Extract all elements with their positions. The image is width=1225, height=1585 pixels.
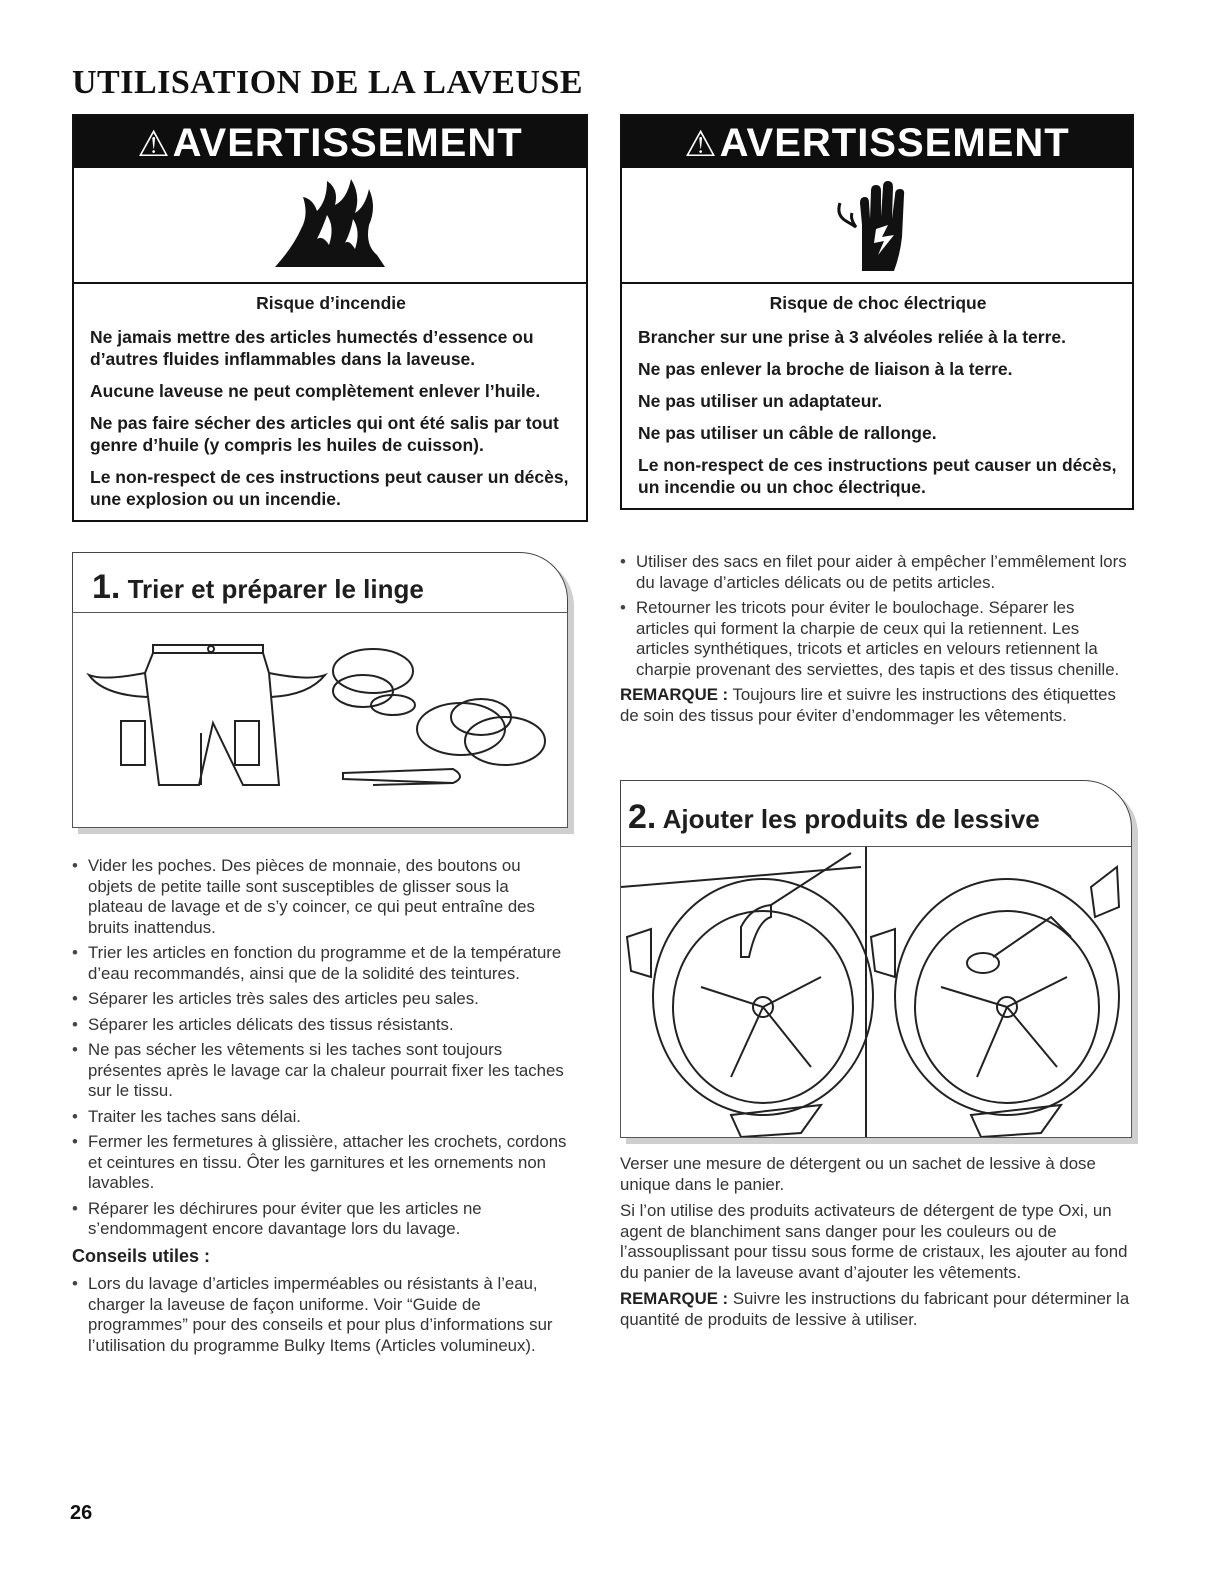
section-2-title: 2. Ajouter les produits de lessive bbox=[628, 798, 1040, 836]
warning-triangle-icon: ⚠ bbox=[137, 123, 171, 164]
section-1-text bbox=[72, 856, 568, 1361]
warning-line: Le non-respect de ces instructions peut causer un décès, une explosion ou un incendie. bbox=[90, 467, 569, 509]
section-2-text bbox=[620, 1154, 1130, 1336]
tips-heading: Conseils utiles : bbox=[72, 1245, 211, 1266]
list-item: • Vider les poches. Des pièces de monnaie, des boutons ou objets de petite taille sont susceptibles de glisser sous la plateau de lavage et de s’y coincer, ce qui peut entraîne des bruits inattendus. bbox=[72, 856, 568, 938]
warning-heading: AVERTISSEMENT bbox=[719, 121, 1070, 165]
warning-line: Ne pas utiliser un câble de rallonge. bbox=[638, 423, 937, 443]
warning-line: Aucune laveuse ne peut complètement enlever l’huile. bbox=[90, 381, 541, 401]
section-1-title: 1. Trier et préparer le linge bbox=[92, 568, 424, 606]
paragraph: Si l’on utilise des produits activateurs de détergent de type Oxi, un agent de blanchiment sans danger pour les couleurs ou de l’assouplissant pour tissu sous forme de cristaux, les ajouter au fond du panier de la laveuse avant d’ajouter les vêtements. bbox=[620, 1201, 1128, 1282]
warning-triangle-icon: ⚠ bbox=[684, 123, 718, 164]
page-number: 26 bbox=[70, 1502, 93, 1524]
list-item: • Utiliser des sacs en filet pour aider à empêcher l’emmêlement lors du lavage d’articles délicats ou de petits articles. bbox=[620, 552, 1130, 593]
list-item: • Lors du lavage d’articles imperméables ou résistants à l’eau, charger la laveuse de façon uniforme. Voir “Guide de programmes” pour des conseils et pour plus d’informations sur l’utilisation du programme Bulky Items (Articles volumineux). bbox=[72, 1274, 568, 1356]
list-item: • Traiter les taches sans délai. bbox=[72, 1107, 568, 1128]
warning-line: Ne pas faire sécher des articles qui ont été salis par tout genre d’huile (y compris les huiles de cuisson). bbox=[90, 413, 559, 455]
list-item: • Réparer les déchirures pour éviter que les articles ne s’endommagent encore davantage lors du lavage. bbox=[72, 1199, 568, 1240]
list-item: • Ne pas sécher les vêtements si les taches sont toujours présentes après le lavage car la chaleur pourrait fixer les taches sur le tissu. bbox=[72, 1040, 568, 1102]
warning-subtitle: Risque de choc électrique bbox=[769, 293, 987, 313]
electric-shock-icon bbox=[622, 168, 1132, 284]
list-item: • Fermer les fermetures à glissière, attacher les crochets, cordons et ceintures en tissu. Ôter les garnitures et les ornements non lavables. bbox=[72, 1132, 568, 1194]
page-title: UTILISATION DE LA LAVEUSE bbox=[72, 64, 584, 101]
warning-heading: AVERTISSEMENT bbox=[172, 121, 523, 165]
warning-line: Brancher sur une prise à 3 alvéoles reliée à la terre. bbox=[638, 327, 1067, 347]
shock-warning-box bbox=[620, 114, 1134, 510]
warning-line: Ne jamais mettre des articles humectés d’essence ou d’autres fluides inflammables dans la laveuse. bbox=[90, 327, 534, 369]
warning-line: Le non-respect de ces instructions peut causer un décès, un incendie ou un choc électrique. bbox=[638, 455, 1117, 497]
list-item: • Séparer les articles délicats des tissus résistants. bbox=[72, 1015, 568, 1036]
warning-line: Ne pas enlever la broche de liaison à la terre. bbox=[638, 359, 1013, 379]
paragraph: Verser une mesure de détergent ou un sachet de lessive à dose unique dans le panier. bbox=[620, 1154, 1096, 1194]
note-text: Suivre les instructions du fabricant pour déterminer la quantité de produits de lessive à utiliser. bbox=[620, 1289, 1130, 1329]
warning-header bbox=[74, 116, 586, 168]
warning-line: Ne pas utiliser un adaptateur. bbox=[638, 391, 883, 411]
fire-warning-box bbox=[72, 114, 588, 522]
fire-icon bbox=[74, 168, 586, 284]
warning-subtitle: Risque d’incendie bbox=[256, 293, 406, 313]
list-item: • Trier les articles en fonction du programme et de la température d’eau recommandés, ainsi que de la solidité des teintures. bbox=[72, 943, 568, 984]
note-text: Toujours lire et suivre les instructions des étiquettes de soin des tissus pour éviter d’endommager les vêtements. bbox=[620, 685, 1116, 725]
warning-header bbox=[622, 116, 1132, 168]
note-label: REMARQUE : bbox=[620, 1289, 729, 1308]
note-label: REMARQUE : bbox=[620, 685, 729, 704]
section-1-illustration bbox=[72, 612, 568, 828]
right-column-text bbox=[620, 552, 1130, 732]
list-item: • Retourner les tricots pour éviter le boulochage. Séparer les articles qui forment la charpie de ceux qui la retiennent. Les articles synthétiques, tricots et articles en velours retiennent la charpie provenant des serviettes, des tapis et des tissus chenille. bbox=[620, 598, 1130, 680]
list-item: • Séparer les articles très sales des articles peu sales. bbox=[72, 989, 568, 1010]
section-2-illustration bbox=[620, 846, 1132, 1138]
